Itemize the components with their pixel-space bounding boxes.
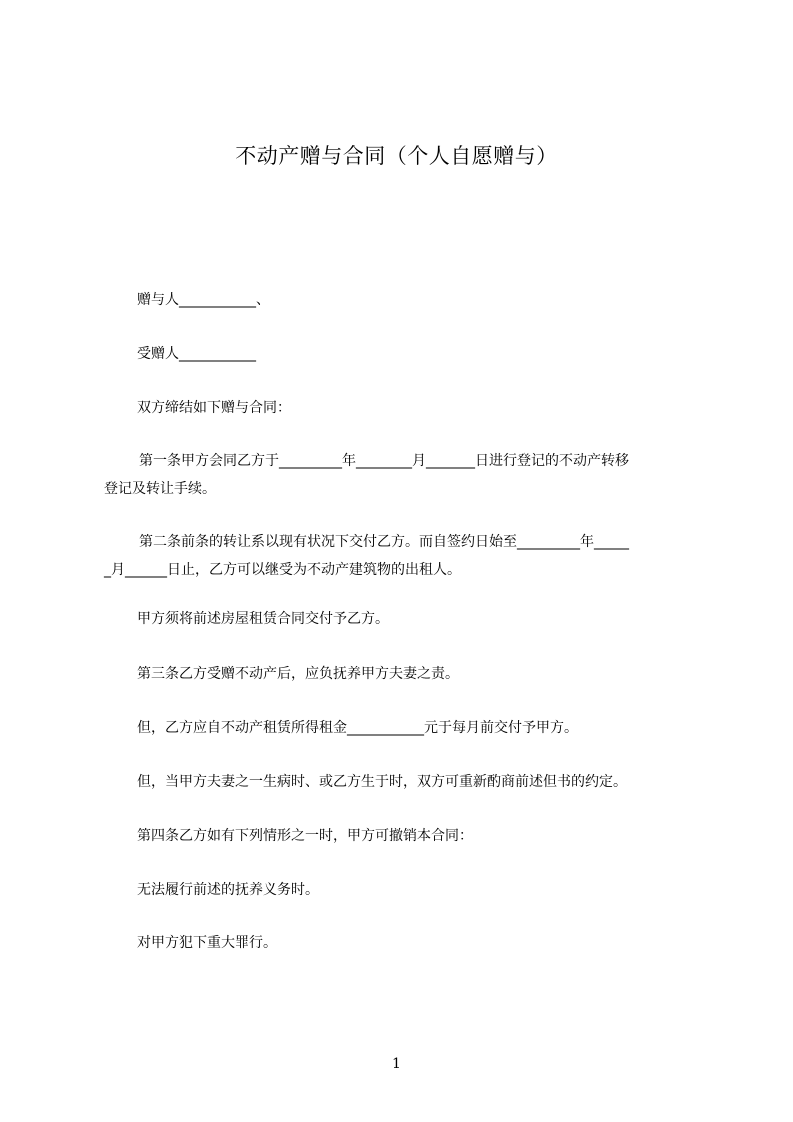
paragraph-article-4: 第四条乙方如有下列情形之一时，甲方可撤销本合同： (137, 828, 473, 844)
paragraph-article-3: 第三条乙方受赠不动产后，应负抚养甲方夫妻之责。 (137, 666, 459, 682)
document-title: 不动产赠与合同（个人自愿赠与） (235, 144, 558, 168)
paragraph-agreement-intro: 双方缔结如下赠与合同： (137, 400, 291, 416)
paragraph-condition-2: 对甲方犯下重大罪行。 (137, 935, 277, 951)
paragraph-condition-1: 无法履行前述的抚养义务时。 (137, 882, 319, 898)
paragraph-renegotiation: 但，当甲方夫妻之一生病时、或乙方生于时，双方可重新酌商前述但书的约定。 (137, 774, 627, 790)
page-number: 1 (392, 1056, 401, 1072)
paragraph-article-1-line-2: 登记及转让手续。 (104, 481, 216, 497)
paragraph-article-1-line-1: 第一条甲方会同乙方于_________年________月_______日进行登记的不动产转移 (139, 453, 629, 469)
paragraph-donee: 受赠人___________ (137, 346, 256, 362)
paragraph-article-2-line-2: _月______日止，乙方可以继受为不动产建筑物的出租人。 (104, 562, 461, 578)
paragraph-lease-transfer: 甲方须将前述房屋租赁合同交付予乙方。 (137, 611, 389, 627)
paragraph-donor: 赠与人___________、 (137, 292, 270, 308)
paragraph-article-2-line-1: 第二条前条的转让系以现有状况下交付乙方。而自签约日始至_________年_____ (139, 534, 629, 550)
paragraph-rent-payment: 但，乙方应自不动产租赁所得租金___________元于每月前交付予甲方。 (137, 720, 578, 736)
